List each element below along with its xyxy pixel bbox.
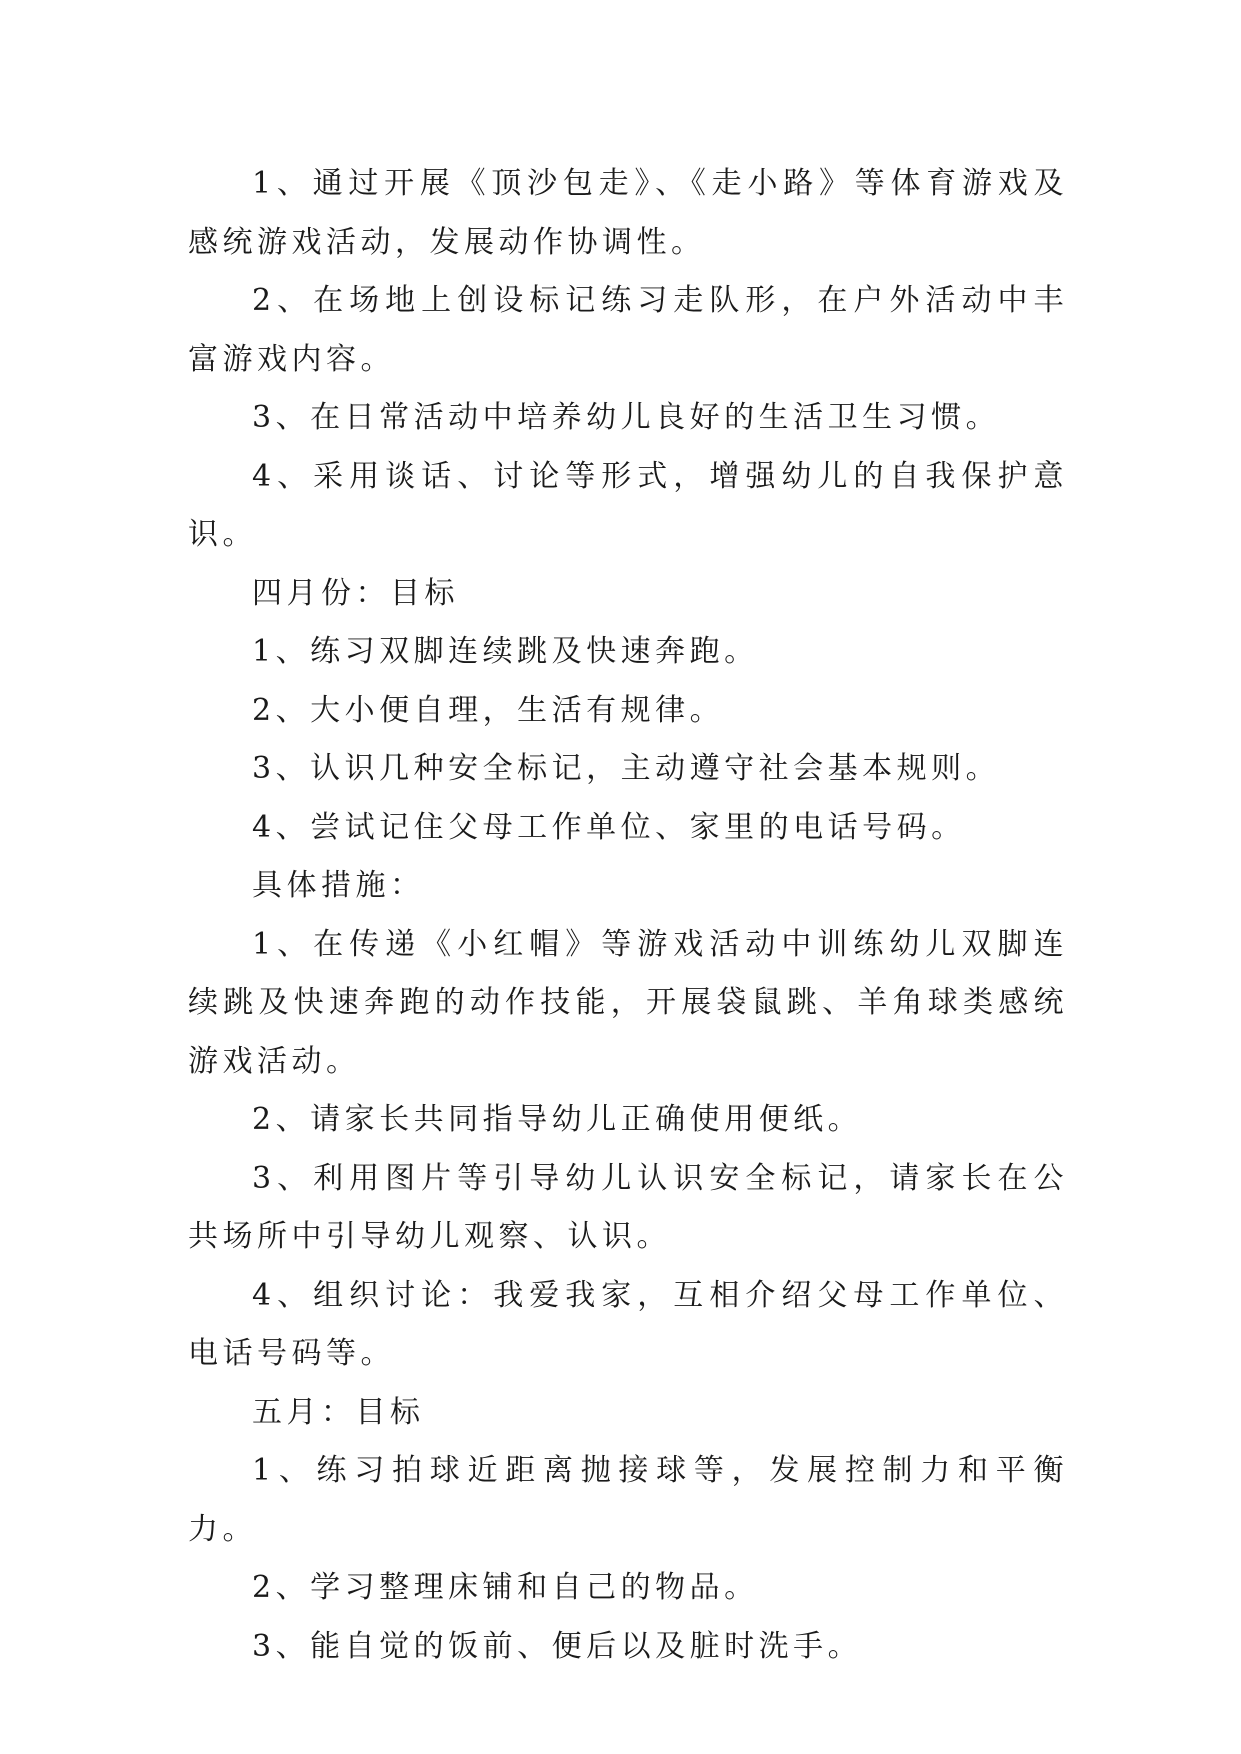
paragraph: 1、练习双脚连续跳及快速奔跑。 [252, 634, 759, 669]
paragraph: 4、尝试记住父母工作单位、家里的电话号码。 [252, 809, 966, 845]
paragraph: 1、通过开展《顶沙包走》、《走小路》等体育游戏及感统游戏活动，发展动作协调性。 [188, 166, 1068, 260]
document-body [188, 155, 1068, 1676]
section-heading: 四月份：目标 [252, 575, 459, 611]
paragraph: 1、练习拍球近距离抛接球等，发展控制力和平衡力。 [188, 1453, 1068, 1547]
section-heading: 五月：目标 [252, 1394, 425, 1430]
paragraph: 3、能自觉的饭前、便后以及脏时洗手。 [252, 1628, 863, 1664]
paragraph: 4、采用谈话、讨论等形式，增强幼儿的自我保护意识。 [188, 458, 1068, 552]
paragraph: 3、在日常活动中培养幼儿良好的生活卫生习惯。 [252, 400, 1001, 435]
paragraph: 2、在场地上创设标记练习走队形，在户外活动中丰富游戏内容。 [188, 283, 1068, 377]
paragraph: 3、利用图片等引导幼儿认识安全标记，请家长在公共场所中引导幼儿观察、认识。 [188, 1160, 1068, 1254]
section-heading: 具体措施： [252, 868, 425, 903]
paragraph: 4、组织讨论：我爱我家，互相介绍父母工作单位、电话号码等。 [188, 1277, 1068, 1371]
paragraph: 1、在传递《小红帽》等游戏活动中训练幼儿双脚连续跳及快速奔跑的动作技能，开展袋鼠跳、羊角球类感统游戏活动。 [188, 926, 1068, 1079]
paragraph: 2、请家长共同指导幼儿正确使用便纸。 [252, 1102, 863, 1137]
paragraph: 3、认识几种安全标记，主动遵守社会基本规则。 [252, 751, 1001, 786]
paragraph: 2、学习整理床铺和自己的物品。 [252, 1570, 759, 1605]
paragraph: 2、大小便自理，生活有规律。 [252, 692, 725, 728]
